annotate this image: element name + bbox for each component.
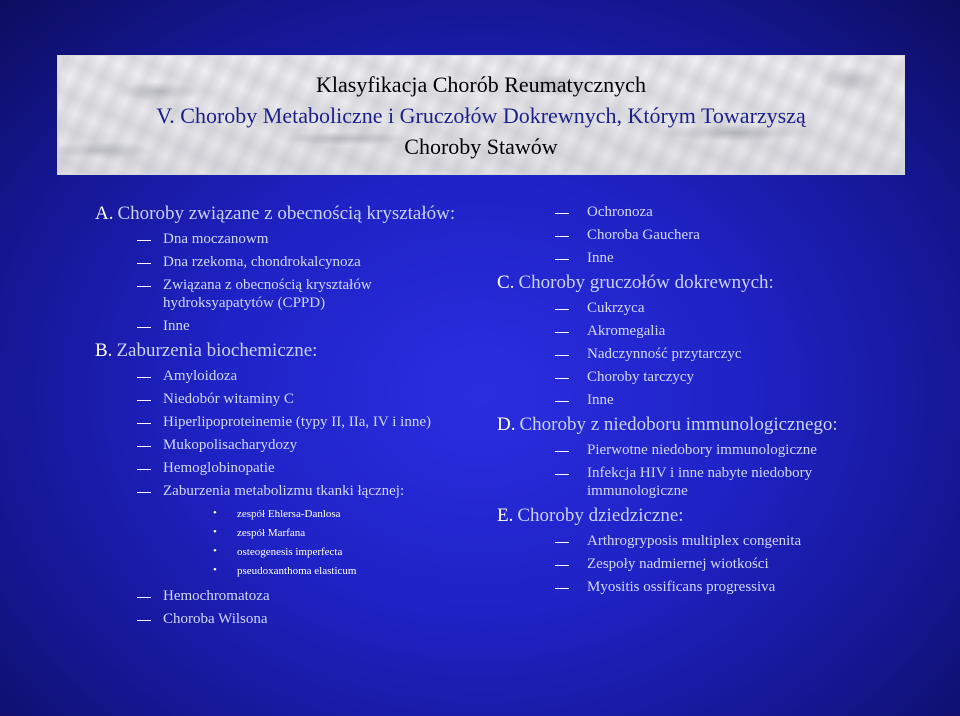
dash-icon xyxy=(555,355,569,356)
dash-icon xyxy=(555,378,569,379)
list-item: Myositis ossificans progressiva xyxy=(497,578,917,596)
dash-icon xyxy=(137,492,151,493)
list-item: Nadczynność przytarczyc xyxy=(497,345,917,363)
list-item: Choroby tarczycy xyxy=(497,368,917,386)
list-item: Hemoglobinopatie xyxy=(95,459,515,477)
list-item: Zespoły nadmiernej wiotkości xyxy=(497,555,917,573)
section-e-heading xyxy=(497,505,917,527)
dash-icon xyxy=(137,446,151,447)
section-c-letter: C. xyxy=(497,272,515,293)
list-item: Ochronoza xyxy=(497,203,917,221)
bullet-item: • pseudoxanthoma elasticum xyxy=(213,564,357,577)
dash-icon xyxy=(555,259,569,260)
dash-icon xyxy=(137,597,151,598)
section-b-letter: B. xyxy=(95,340,113,361)
list-item: Zaburzenia metabolizmu tkanki łącznej: xyxy=(95,482,515,500)
list-item: Hemochromatoza xyxy=(95,587,515,605)
section-a-letter: A. xyxy=(95,203,114,224)
section-c-title: Choroby gruczołów dokrewnych: xyxy=(518,272,774,293)
section-b-title: Zaburzenia biochemiczne: xyxy=(116,340,318,361)
dash-icon xyxy=(137,620,151,621)
right-column xyxy=(497,203,917,601)
dash-icon xyxy=(137,400,151,401)
section-b-heading xyxy=(95,340,515,362)
dash-icon xyxy=(555,451,569,452)
section-e-letter: E. xyxy=(497,505,514,526)
bullet-item: • osteogenesis imperfecta xyxy=(213,545,343,558)
section-a-title: Choroby związane z obecnością kryształów: xyxy=(117,203,456,224)
bullet-icon: • xyxy=(213,507,217,519)
bullet-item: • zespół Marfana xyxy=(213,526,306,539)
list-item: Akromegalia xyxy=(497,322,917,340)
list-item: Inne xyxy=(497,249,917,267)
dash-icon xyxy=(137,469,151,470)
list-item: Związana z obecnością kryształów hydroksyapatytów (CPPD) xyxy=(95,276,515,312)
dash-icon xyxy=(555,588,569,589)
list-item: Dna rzekoma, chondrokalcynoza xyxy=(95,253,515,271)
title-banner xyxy=(57,55,905,175)
list-item: Pierwotne niedobory immunologiczne xyxy=(497,441,917,459)
title-line-2: V. Choroby Metaboliczne i Gruczołów Dokrewnych, Którym Towarzyszą xyxy=(156,102,806,128)
dash-icon xyxy=(555,474,569,475)
dash-icon xyxy=(555,542,569,543)
list-item: Infekcja HIV i inne nabyte niedobory immunologiczne xyxy=(497,464,917,500)
dash-icon xyxy=(137,423,151,424)
dash-icon xyxy=(555,236,569,237)
dash-icon xyxy=(555,309,569,310)
bullet-icon: • xyxy=(213,564,217,576)
list-item: Inne xyxy=(497,391,917,409)
title-line-1: Klasyfikacja Chorób Reumatycznych xyxy=(316,71,646,97)
dash-icon xyxy=(555,401,569,402)
list-item: Dna moczanowm xyxy=(95,230,515,248)
dash-icon xyxy=(555,332,569,333)
dash-icon xyxy=(137,263,151,264)
dash-icon xyxy=(137,240,151,241)
left-column xyxy=(95,203,515,633)
list-item: Arthrogryposis multiplex congenita xyxy=(497,532,917,550)
list-item: Hiperlipoproteinemie (typy II, IIa, IV i inne) xyxy=(95,413,515,431)
section-d-letter: D. xyxy=(497,414,516,435)
list-item: Mukopolisacharydozy xyxy=(95,436,515,454)
dash-icon xyxy=(555,213,569,214)
list-item: Amyloidoza xyxy=(95,367,515,385)
dash-icon xyxy=(137,377,151,378)
bullet-item: • zespół Ehlersa-Danlosa xyxy=(213,507,341,520)
section-e-title: Choroby dziedziczne: xyxy=(517,505,684,526)
section-d-heading xyxy=(497,414,917,436)
bullet-icon: • xyxy=(213,526,217,538)
bullet-icon: • xyxy=(213,545,217,557)
section-a-heading xyxy=(95,203,515,225)
section-d-title: Choroby z niedoboru immunologicznego: xyxy=(519,414,838,435)
dash-icon xyxy=(137,286,151,287)
dash-icon xyxy=(137,327,151,328)
title-line-3: Choroby Stawów xyxy=(404,133,558,159)
dash-icon xyxy=(555,565,569,566)
list-item: Cukrzyca xyxy=(497,299,917,317)
list-item: Choroba Wilsona xyxy=(95,610,515,628)
list-item: Choroba Gauchera xyxy=(497,226,917,244)
list-item: Inne xyxy=(95,317,515,335)
list-item: Niedobór witaminy C xyxy=(95,390,515,408)
section-c-heading xyxy=(497,272,917,294)
